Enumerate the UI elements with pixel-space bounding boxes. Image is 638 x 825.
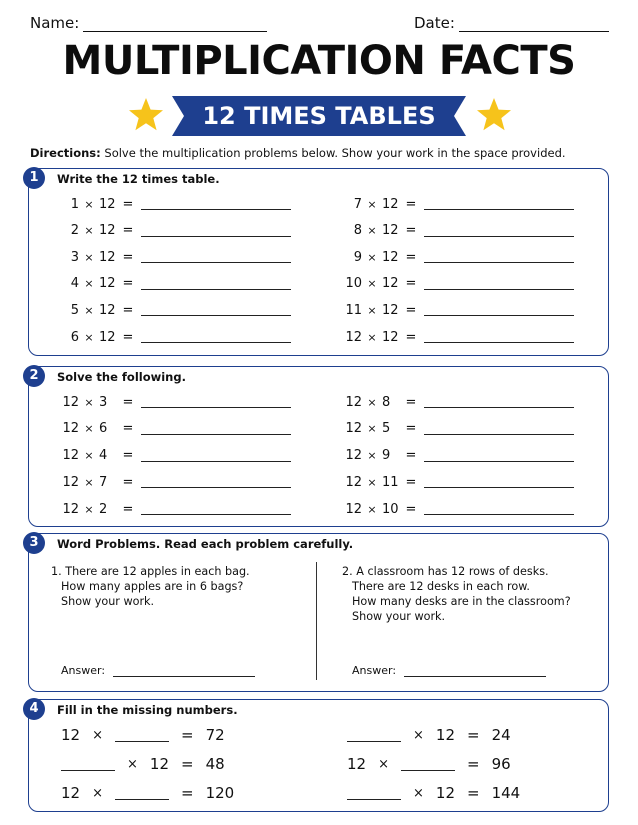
- fill-in-problem: [347, 724, 511, 746]
- fill-in-problem: [61, 782, 234, 804]
- multiply-sign: ×: [84, 330, 94, 344]
- multiply-sign: ×: [413, 785, 424, 801]
- multiply-sign: ×: [367, 449, 377, 463]
- name-label: Name:: [30, 14, 80, 32]
- answer-line[interactable]: [424, 450, 574, 462]
- equals-sign: =: [405, 276, 417, 292]
- section-title: Write the 12 times table.: [57, 172, 220, 186]
- factor-a: 6: [70, 329, 79, 345]
- factor-b: 12: [99, 302, 116, 318]
- factor: 12: [149, 755, 169, 773]
- factor-a: 12: [345, 474, 362, 490]
- factor-a: 5: [70, 302, 79, 318]
- factor-b: 12: [99, 223, 116, 239]
- multiply-sign: ×: [84, 449, 94, 463]
- equals-sign: =: [122, 276, 134, 292]
- word-problem-line: There are 12 desks in each row.: [352, 580, 530, 593]
- equals-sign: =: [122, 223, 134, 239]
- answer-line[interactable]: [141, 476, 291, 488]
- product: 48: [205, 755, 225, 773]
- banner-title: 12 TIMES TABLES: [202, 102, 436, 130]
- factor-b: 10: [382, 501, 399, 517]
- problem-row: [57, 472, 291, 492]
- section-title: Solve the following.: [57, 370, 186, 384]
- multiply-sign: ×: [367, 250, 377, 264]
- factor-a: 12: [62, 394, 79, 410]
- factor-b: 2: [99, 501, 108, 517]
- problem-row: [57, 274, 291, 294]
- answer-line[interactable]: [113, 666, 255, 677]
- factor-b: 9: [382, 448, 391, 464]
- equals-sign: =: [405, 394, 417, 410]
- answer-line[interactable]: [141, 304, 291, 316]
- missing-number-blank[interactable]: [115, 786, 169, 800]
- missing-number-blank[interactable]: [347, 728, 401, 742]
- product: 72: [205, 726, 225, 744]
- multiply-sign: ×: [367, 475, 377, 489]
- factor-a: 4: [70, 276, 79, 292]
- factor-a: 9: [353, 249, 362, 265]
- answer-line[interactable]: [424, 423, 574, 435]
- word-problem-line: Show your work.: [352, 610, 446, 623]
- factor-b: 12: [382, 276, 399, 292]
- star-icon: [128, 97, 164, 133]
- factor-a: 11: [345, 302, 362, 318]
- equals-sign: =: [122, 249, 134, 265]
- factor-a: 7: [353, 196, 362, 212]
- equals-sign: =: [181, 726, 194, 744]
- product: 120: [205, 784, 235, 802]
- equals-sign: =: [122, 474, 134, 490]
- multiply-sign: ×: [84, 197, 94, 211]
- factor-b: 5: [382, 421, 391, 437]
- answer-line[interactable]: [424, 198, 574, 210]
- factor-a: 3: [70, 249, 79, 265]
- banner: [0, 96, 638, 136]
- equals-sign: =: [467, 726, 480, 744]
- factor: 12: [435, 726, 455, 744]
- multiply-sign: ×: [367, 330, 377, 344]
- answer-line[interactable]: [424, 331, 574, 343]
- multiply-sign: ×: [92, 785, 103, 801]
- problem-row: [57, 446, 291, 466]
- factor-b: 12: [382, 249, 399, 265]
- factor-a: 12: [62, 448, 79, 464]
- factor: 12: [347, 755, 367, 773]
- answer-line[interactable]: [141, 396, 291, 408]
- factor-b: 7: [99, 474, 108, 490]
- multiply-sign: ×: [84, 422, 94, 436]
- factor-b: 6: [99, 421, 108, 437]
- equals-sign: =: [122, 302, 134, 318]
- problem-row: [340, 221, 574, 241]
- multiply-sign: ×: [367, 277, 377, 291]
- factor-b: 12: [382, 302, 399, 318]
- answer-line[interactable]: [424, 503, 574, 515]
- date-line[interactable]: [459, 14, 609, 32]
- answer-line[interactable]: [141, 225, 291, 237]
- factor-a: 12: [345, 329, 362, 345]
- section-number-badge: 1: [23, 167, 45, 189]
- factor-b: 12: [99, 249, 116, 265]
- equals-sign: =: [405, 223, 417, 239]
- answer-line[interactable]: [141, 198, 291, 210]
- equals-sign: =: [467, 784, 480, 802]
- problem-row: [57, 327, 291, 347]
- word-problem-1: [51, 564, 250, 609]
- answer-field-1[interactable]: [61, 664, 255, 677]
- missing-number-blank[interactable]: [61, 757, 115, 771]
- multiply-sign: ×: [367, 395, 377, 409]
- word-problem-line: How many apples are in 6 bags?: [61, 580, 244, 593]
- fill-in-problem: [347, 753, 511, 775]
- answer-line[interactable]: [424, 304, 574, 316]
- factor-a: 12: [345, 421, 362, 437]
- answer-line[interactable]: [141, 331, 291, 343]
- problem-row: [57, 221, 291, 241]
- factor: 12: [435, 784, 455, 802]
- answer-line[interactable]: [424, 476, 574, 488]
- factor-a: 1: [70, 196, 79, 212]
- section-word-problems: [28, 533, 609, 692]
- problem-row: [57, 300, 291, 320]
- multiply-sign: ×: [84, 475, 94, 489]
- problem-row: [340, 446, 574, 466]
- factor-b: 12: [382, 223, 399, 239]
- answer-line[interactable]: [424, 278, 574, 290]
- multiply-sign: ×: [92, 727, 103, 743]
- word-problem-line: 2. A classroom has 12 rows of desks.: [342, 565, 549, 578]
- answer-label: Answer:: [61, 664, 106, 677]
- problem-row: [57, 392, 291, 412]
- directions: [30, 146, 566, 160]
- multiply-sign: ×: [84, 395, 94, 409]
- problem-row: [57, 194, 291, 214]
- problem-row: [57, 419, 291, 439]
- equals-sign: =: [122, 394, 134, 410]
- equals-sign: =: [467, 755, 480, 773]
- answer-line[interactable]: [424, 251, 574, 263]
- date-label: Date:: [414, 14, 455, 32]
- multiply-sign: ×: [367, 303, 377, 317]
- problem-row: [57, 499, 291, 519]
- multiply-sign: ×: [367, 422, 377, 436]
- header-row: [30, 14, 608, 38]
- page-title: MULTIPLICATION FACTS: [62, 38, 576, 84]
- star-icon: [476, 97, 512, 133]
- equals-sign: =: [405, 448, 417, 464]
- problem-row: [340, 472, 574, 492]
- answer-field-2[interactable]: [352, 664, 546, 677]
- fill-in-problem: [61, 724, 225, 746]
- multiply-sign: ×: [84, 250, 94, 264]
- section-times-table: [28, 168, 609, 356]
- factor-a: 12: [62, 421, 79, 437]
- factor-a: 12: [345, 394, 362, 410]
- factor-a: 12: [62, 474, 79, 490]
- fill-in-problem: [347, 782, 520, 804]
- product: 144: [491, 784, 521, 802]
- equals-sign: =: [405, 196, 417, 212]
- section-fill-missing: [28, 699, 609, 812]
- multiply-sign: ×: [367, 502, 377, 516]
- factor-b: 12: [99, 276, 116, 292]
- answer-line[interactable]: [424, 225, 574, 237]
- factor-b: 12: [99, 196, 116, 212]
- word-problem-2: [342, 564, 571, 624]
- product: 96: [491, 755, 511, 773]
- missing-number-blank[interactable]: [115, 728, 169, 742]
- factor-a: 2: [70, 223, 79, 239]
- section-title: Word Problems. Read each problem carefully.: [57, 537, 354, 551]
- multiply-sign: ×: [127, 756, 138, 772]
- equals-sign: =: [181, 755, 194, 773]
- section-number-badge: 3: [23, 532, 45, 554]
- factor-b: 12: [382, 329, 399, 345]
- date-field[interactable]: [414, 14, 609, 32]
- factor-a: 12: [345, 448, 362, 464]
- multiply-sign: ×: [84, 303, 94, 317]
- factor-a: 8: [353, 223, 362, 239]
- word-problem-line: Show your work.: [61, 595, 155, 608]
- factor-b: 12: [382, 196, 399, 212]
- factor-b: 11: [382, 474, 399, 490]
- equals-sign: =: [405, 302, 417, 318]
- equals-sign: =: [122, 196, 134, 212]
- answer-line[interactable]: [141, 251, 291, 263]
- factor-a: 12: [62, 501, 79, 517]
- problem-row: [340, 194, 574, 214]
- section-number-badge: 4: [23, 698, 45, 720]
- factor-b: 4: [99, 448, 108, 464]
- section-solve: [28, 366, 609, 527]
- problem-row: [340, 327, 574, 347]
- missing-number-blank[interactable]: [347, 786, 401, 800]
- fill-in-problem: [61, 753, 225, 775]
- multiply-sign: ×: [84, 224, 94, 238]
- equals-sign: =: [405, 474, 417, 490]
- multiply-sign: ×: [367, 197, 377, 211]
- answer-line[interactable]: [424, 396, 574, 408]
- answer-line[interactable]: [404, 666, 546, 677]
- section-number-badge: 2: [23, 365, 45, 387]
- word-problem-line: 1. There are 12 apples in each bag.: [51, 565, 250, 578]
- factor-b: 3: [99, 394, 108, 410]
- multiply-sign: ×: [84, 502, 94, 516]
- section-title: Fill in the missing numbers.: [57, 703, 238, 717]
- divider: [316, 562, 317, 680]
- answer-line[interactable]: [141, 450, 291, 462]
- factor-b: 12: [99, 329, 116, 345]
- directions-text: Solve the multiplication problems below. Show your work in the space provided.: [104, 146, 566, 160]
- answer-label: Answer:: [352, 664, 397, 677]
- answer-line[interactable]: [141, 278, 291, 290]
- problem-row: [340, 499, 574, 519]
- problem-row: [340, 419, 574, 439]
- factor: 12: [61, 726, 81, 744]
- problem-row: [340, 274, 574, 294]
- problem-row: [340, 300, 574, 320]
- missing-number-blank[interactable]: [401, 757, 455, 771]
- multiply-sign: ×: [367, 224, 377, 238]
- equals-sign: =: [405, 501, 417, 517]
- factor: 12: [61, 784, 81, 802]
- factor-a: 10: [345, 276, 362, 292]
- factor-a: 12: [345, 501, 362, 517]
- answer-line[interactable]: [141, 423, 291, 435]
- equals-sign: =: [405, 329, 417, 345]
- product: 24: [491, 726, 511, 744]
- problem-row: [340, 247, 574, 267]
- equals-sign: =: [122, 421, 134, 437]
- word-problem-line: How many desks are in the classroom?: [352, 595, 571, 608]
- directions-label: Directions:: [30, 146, 101, 160]
- problem-row: [340, 392, 574, 412]
- multiply-sign: ×: [413, 727, 424, 743]
- multiply-sign: ×: [378, 756, 389, 772]
- name-line[interactable]: [83, 14, 267, 32]
- equals-sign: =: [405, 249, 417, 265]
- name-field[interactable]: [30, 14, 267, 32]
- factor-b: 8: [382, 394, 391, 410]
- equals-sign: =: [122, 329, 134, 345]
- equals-sign: =: [122, 448, 134, 464]
- equals-sign: =: [181, 784, 194, 802]
- multiply-sign: ×: [84, 277, 94, 291]
- problem-row: [57, 247, 291, 267]
- equals-sign: =: [405, 421, 417, 437]
- answer-line[interactable]: [141, 503, 291, 515]
- equals-sign: =: [122, 501, 134, 517]
